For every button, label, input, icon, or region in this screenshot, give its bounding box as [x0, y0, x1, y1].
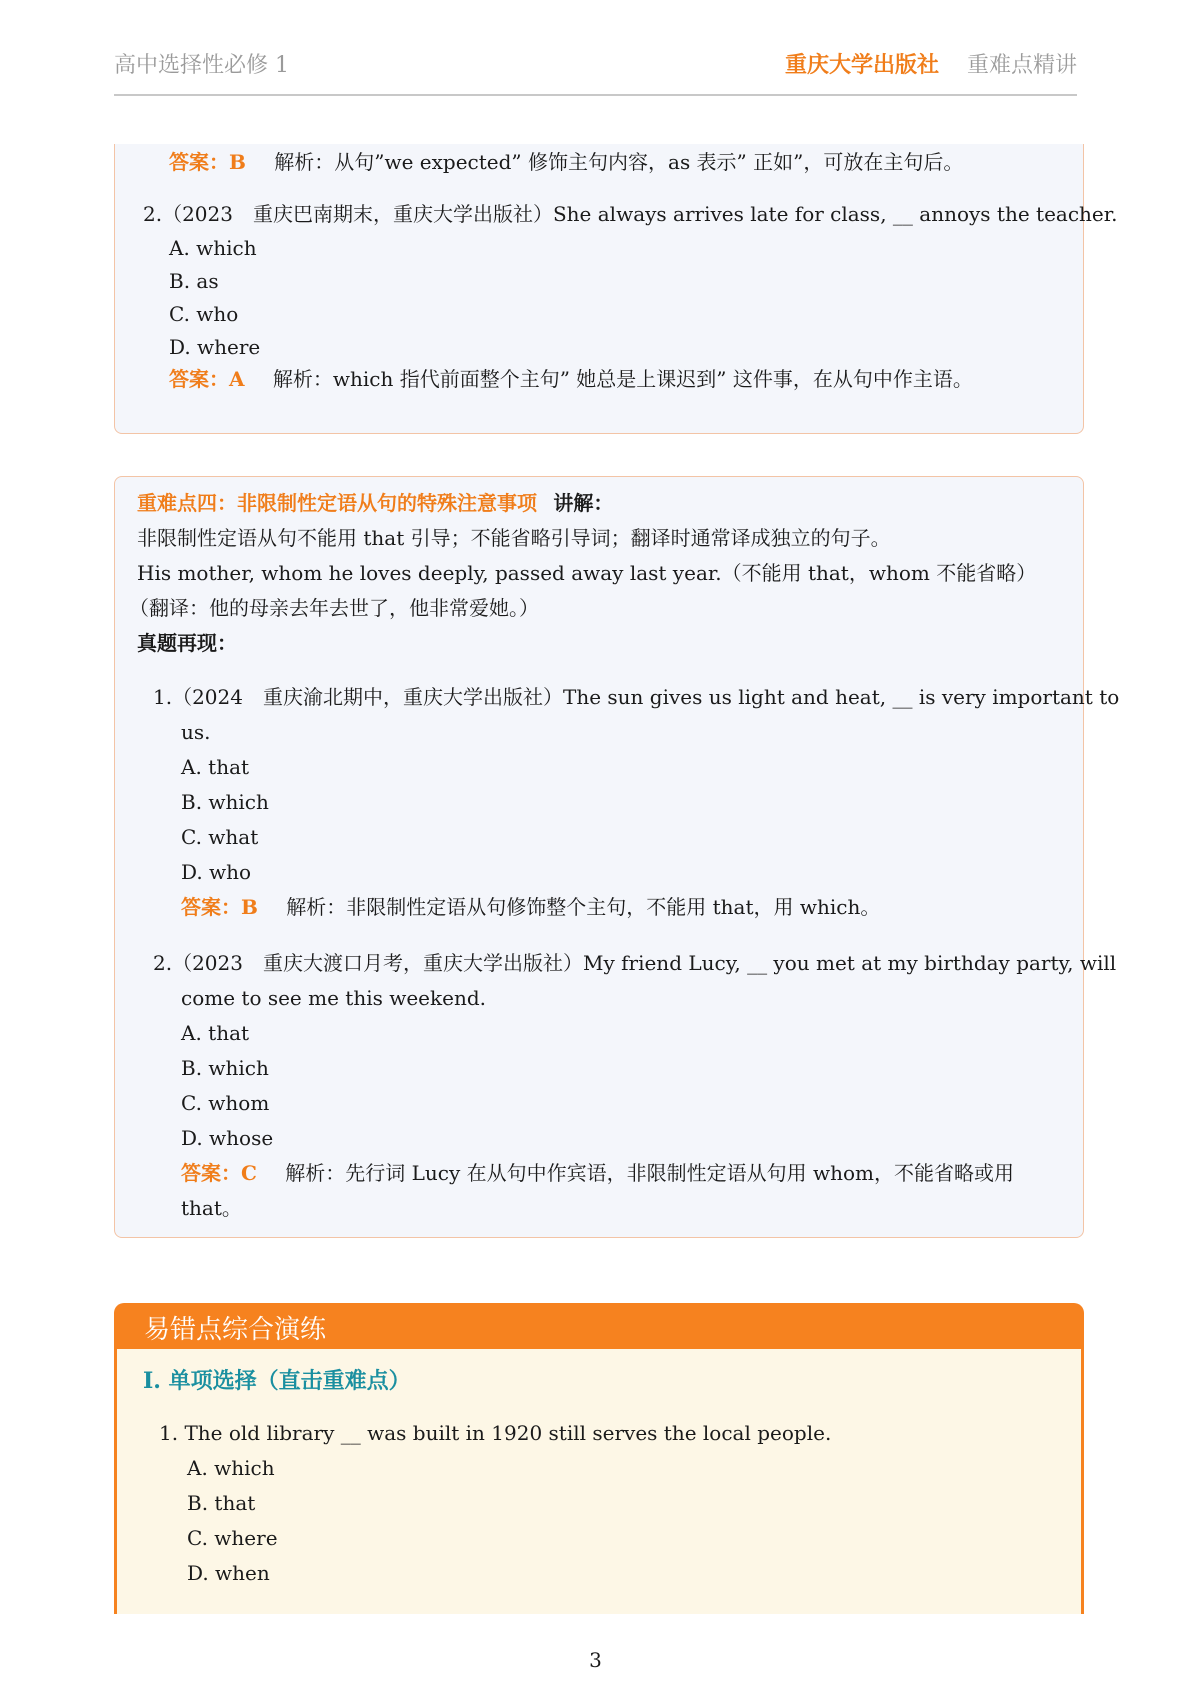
key-point-title: 重难点四：非限制性定语从句的特殊注意事项: [137, 491, 537, 515]
book-title: 高中选择性必修 1: [114, 53, 289, 78]
option-a: A. that: [181, 1021, 250, 1045]
section-title: I. 单项选择（直击重难点）: [143, 1368, 411, 1394]
answer-row: [181, 1159, 1014, 1187]
question-stem: 2.（2023 重庆大渡口月考，重庆大学出版社）My friend Lucy, __ you met at my birthday party, will: [153, 951, 1117, 975]
option-a: A. that: [181, 755, 250, 779]
option-a: A. which: [187, 1456, 275, 1480]
question-stem: 2.（2023 重庆巴南期末，重庆大学出版社）She always arrives late for class, __ annoys the teacher.: [143, 202, 1118, 226]
option-d: D. where: [169, 335, 261, 359]
option-c: C. who: [169, 302, 239, 326]
answer-row: [181, 893, 880, 921]
answer-label: 答案：A: [169, 367, 245, 391]
option-d: D. who: [181, 860, 252, 884]
analysis-text: 解析：非限制性定语从句修饰整个主句，不能用 that，用 which。: [286, 895, 881, 919]
option-a: A. which: [169, 236, 257, 260]
answer-label: 答案：B: [181, 895, 258, 919]
question-stem-cont: us.: [181, 720, 211, 744]
explain-paragraph: 非限制性定语从句不能用 that 引导；不能省略引导词；翻译时通常译成独立的句子。: [137, 526, 891, 550]
question-stem: 1. The old library __ was built in 1920 still serves the local people.: [159, 1421, 832, 1445]
question-stem: 1.（2024 重庆渝北期中，重庆大学出版社）The sun gives us light and heat, __ is very important to: [153, 685, 1120, 709]
question-stem-cont: come to see me this weekend.: [181, 986, 487, 1010]
example-sentence: His mother, whom he loves deeply, passed away last year.（不能用 that，whom 不能省略）: [137, 561, 1037, 585]
answer-label: 答案：C: [181, 1161, 257, 1185]
answer-row: [169, 148, 963, 176]
option-b: B. which: [181, 790, 269, 814]
analysis-text-cont: that。: [181, 1196, 242, 1220]
key-point-box: [114, 476, 1120, 1238]
option-d: D. whose: [181, 1126, 274, 1150]
key-point-title-row: [137, 489, 613, 517]
previous-section-box: [114, 144, 1118, 434]
exercise-header-title: 易错点综合演练: [144, 1315, 327, 1345]
publisher-name: 重庆大学出版社: [784, 52, 939, 78]
exercise-body: [114, 1349, 1084, 1614]
analysis-text: 解析：从句”we expected” 修饰主句内容，as 表示” 正如”，可放在主句后。: [274, 150, 964, 174]
answer-label: 答案：B: [169, 150, 246, 174]
option-c: C. where: [187, 1526, 278, 1550]
explain-label: 讲解：: [553, 491, 614, 515]
analysis-text: 解析：which 指代前面整个主句” 她总是上课迟到” 这件事，在从句中作主语。: [272, 367, 973, 391]
analysis-text: 解析：先行词 Lucy 在从句中作宾语，非限制性定语从句用 whom，不能省略或用: [285, 1161, 1015, 1185]
exercise-header: [114, 1303, 1084, 1349]
option-c: C. whom: [181, 1091, 270, 1115]
option-b: B. as: [169, 269, 219, 293]
option-b: B. which: [181, 1056, 269, 1080]
page-header: [114, 40, 1077, 96]
real-exam-label: 真题再现：: [137, 631, 237, 655]
answer-row: [169, 365, 973, 393]
option-c: C. what: [181, 825, 259, 849]
translation: （翻译：他的母亲去年去世了，他非常爱她。）: [129, 596, 539, 620]
option-d: D. when: [187, 1561, 270, 1585]
option-b: B. that: [187, 1491, 256, 1515]
page-number: 3: [589, 1648, 602, 1672]
section-label: 重难点精讲: [966, 53, 1077, 78]
